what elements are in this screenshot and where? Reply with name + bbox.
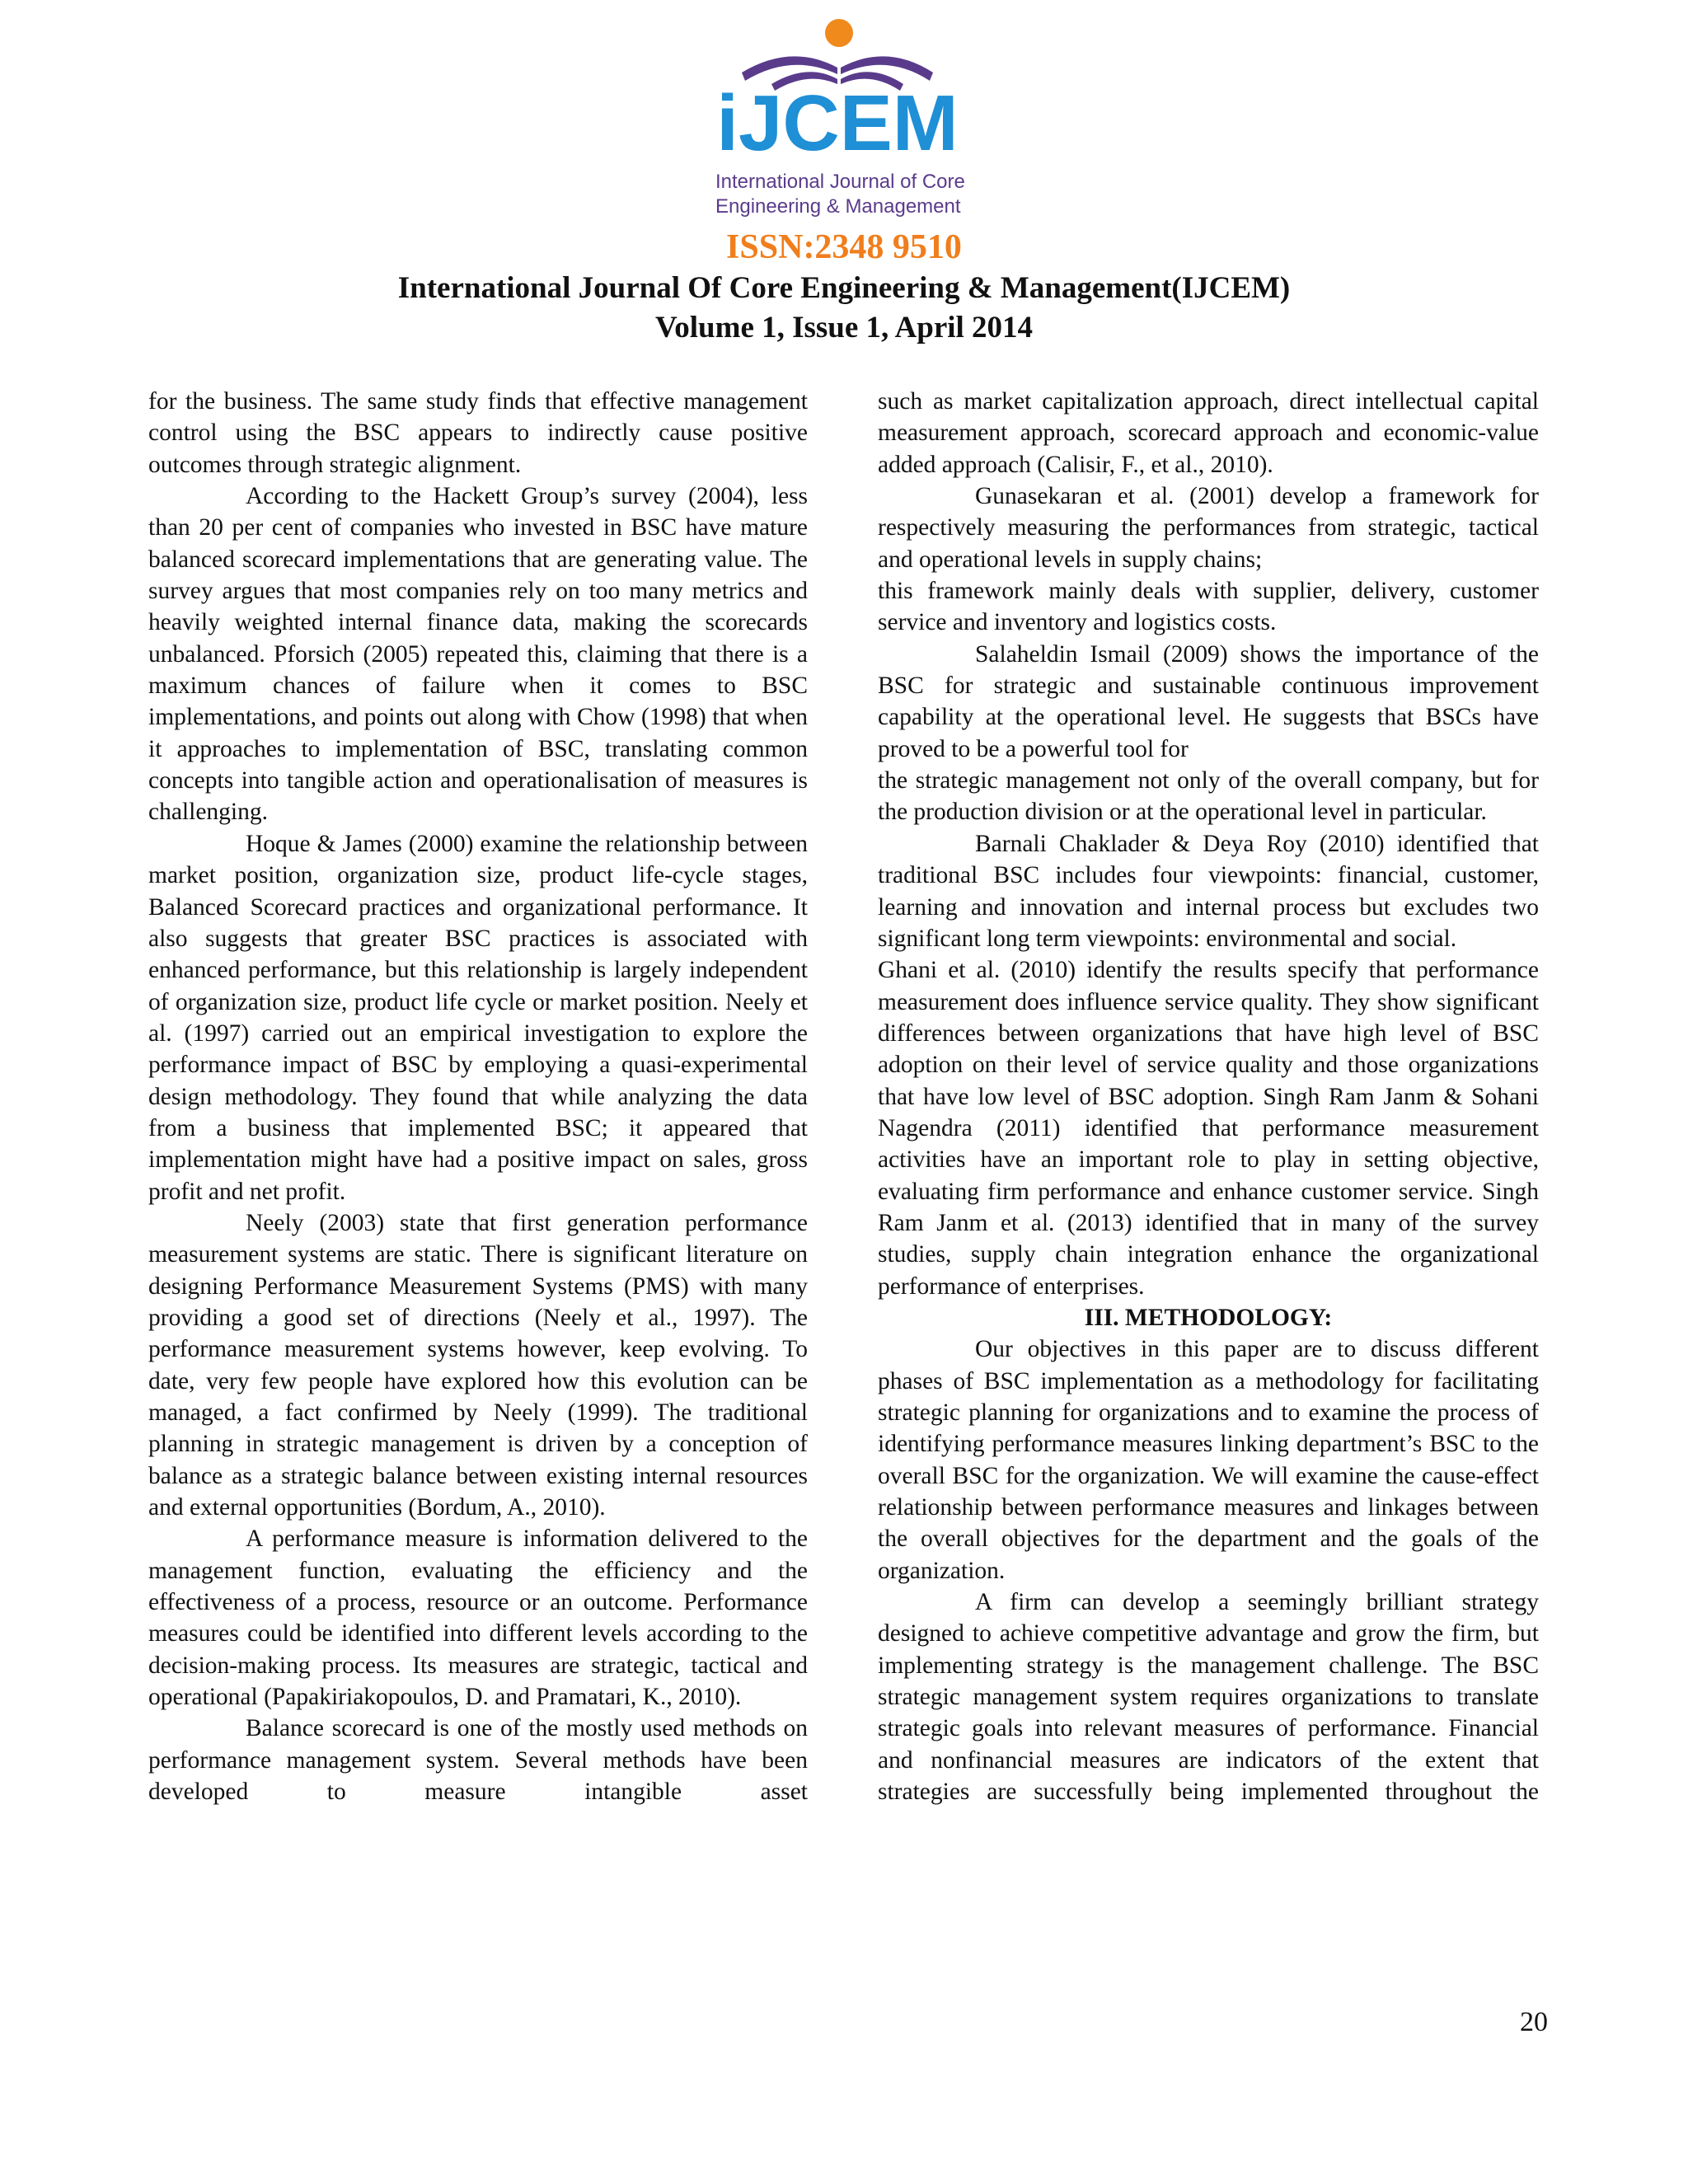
volume-issue: Volume 1, Issue 1, April 2014 — [654, 311, 1034, 344]
book-sun-icon — [692, 8, 989, 157]
logo-subtitle — [715, 170, 996, 219]
journal-logo — [692, 8, 989, 223]
paragraph: Barnali Chaklader & Deya Roy (2010) identified that traditional BSC includes four viewpoints: financial, customer, learning and innovation and internal process but excludes two significant long term viewpoints: environmental and social. — [878, 830, 1539, 952]
paragraph: for the business. The same study finds that effective management control using the BSC appears to indirectly cause positive outcomes through strategic alignment. — [148, 388, 808, 478]
paragraph: the strategic management not only of the overall company, but for the production division or at the operational level in particular. — [878, 767, 1539, 826]
paragraph: A performance measure is information delivered to the management function, evaluating the efficiency and the effectiveness of a process, resource or an outcome. Performance measures could be identified into different levels according to the decision-making process. Its measures are strategic, tactical and operational (Papakiriakopoulos, D. and Pramatari, K., 2010). — [148, 1526, 808, 1711]
page-number: 20 — [1520, 2007, 1548, 2037]
paragraph: this framework mainly deals with supplier, delivery, customer service and inventory and logistics costs. — [878, 578, 1539, 636]
paragraph: Balance scorecard is one of the mostly used methods on performance management system. Several methods have been developed to measure intangible asset — [148, 1715, 808, 1806]
paragraph: Neely (2003) state that first generation performance measurement systems are static. There is significant literature on designing Performance Measurement Systems (PMS) with many providing a good set of directions (Neely et al., 1997). The performance measurement systems however, keep evolving. To date, very few people have explored how this evolution can be managed, a fact confirmed by Neely (1999). The traditional planning in strategic management is driven by a conception of balance as a strategic balance between existing internal resources and external opportunities (Bordum, A., 2010). — [148, 1209, 808, 1521]
issn-label: ISSN:2348 9510 — [726, 228, 962, 266]
paragraph: Ghani et al. (2010) identify the results specify that performance measurement does influence service quality. They show significant differences between organizations that have high level of BSC adoption on their level of service quality and those organizations that have low level of BSC adoption. Singh Ram Janm & Sohani Nagendra (2011) identified that performance measurement activities have an important role to play in setting objective, evaluating firm performance and enhance customer service. Singh Ram Janm et al. (2013) identified that in many of the survey studies, supply chain integration enhance the organizational performance of enterprises. — [878, 957, 1539, 1300]
left-column — [148, 386, 808, 1976]
logo-subtitle-line-2: Engineering & Management — [715, 195, 961, 218]
paragraph: Salaheldin Ismail (2009) shows the importance of the BSC for strategic and sustainable continuous improvement capability at the operational level. He suggests that BSCs have proved to be a powerful tool for — [878, 640, 1539, 762]
paragraph: A firm can develop a seemingly brilliant strategy designed to achieve competitive advantage and grow the firm, but implementing strategy is the management challenge. The BSC strategic management system requires organizations to translate strategic goals into relevant measures of performance. Financial and nonfinancial measures are indicators of the extent that strategies are successfully being implemented throughout the — [878, 1589, 1539, 1806]
right-column — [878, 386, 1539, 1976]
paragraph: Hoque & James (2000) examine the relationship between market position, organization size, product life-cycle stages, Balanced Scorecard practices and organizational performance. It also suggests that greater BSC practices is associated with enhanced performance, but this relationship is largely independent of organization size, product life cycle or market position. Neely et al. (1997) carried out an empirical investigation to explore the performance impact of BSC by employing a quasi-experimental design methodology. They found that while analyzing the data from a business that implemented BSC; it appeared that implementation might have had a positive impact on sales, gross profit and net profit. — [148, 830, 808, 1205]
paragraph: Our objectives in this paper are to discuss different phases of BSC implementation as a methodology for facilitating strategic planning for organizations and to examine the process of identifying performance measures linking department’s BSC to the overall BSC for the organization. We will examine the cause-effect relationship between performance measures and linkages between the overall objectives for the department and the goals of the organization. — [878, 1336, 1539, 1584]
logo-subtitle-line-1: International Journal of Core — [715, 171, 965, 193]
paragraph: Gunasekaran et al. (2001) develop a framework for respectively measuring the performances from strategic, tactical and operational levels in supply chains; — [878, 483, 1539, 573]
logo-wordmark: iJCEM — [716, 79, 959, 157]
section-heading: III. METHODOLOGY: — [1084, 1304, 1333, 1331]
paragraph: such as market capitalization approach, direct intellectual capital measurement approach, scorecard approach and economic-value added approach (Calisir, F., et al., 2010). — [878, 388, 1539, 478]
paragraph: According to the Hackett Group’s survey (2004), less than 20 per cent of companies who invested in BSC have mature balanced scorecard implementations that are generating value. The survey argues that most companies rely on too many metrics and heavily weighted internal finance data, making the scorecards unbalanced. Pforsich (2005) repeated this, claiming that there is a maximum chances of failure when it comes to BSC implementations, and points out along with Chow (1998) that when it approaches to implementation of BSC, translating common concepts into tangible action and operationalisation of measures is challenging. — [148, 483, 808, 826]
journal-title: International Journal Of Core Engineering & Management(IJCEM) — [397, 271, 1291, 305]
